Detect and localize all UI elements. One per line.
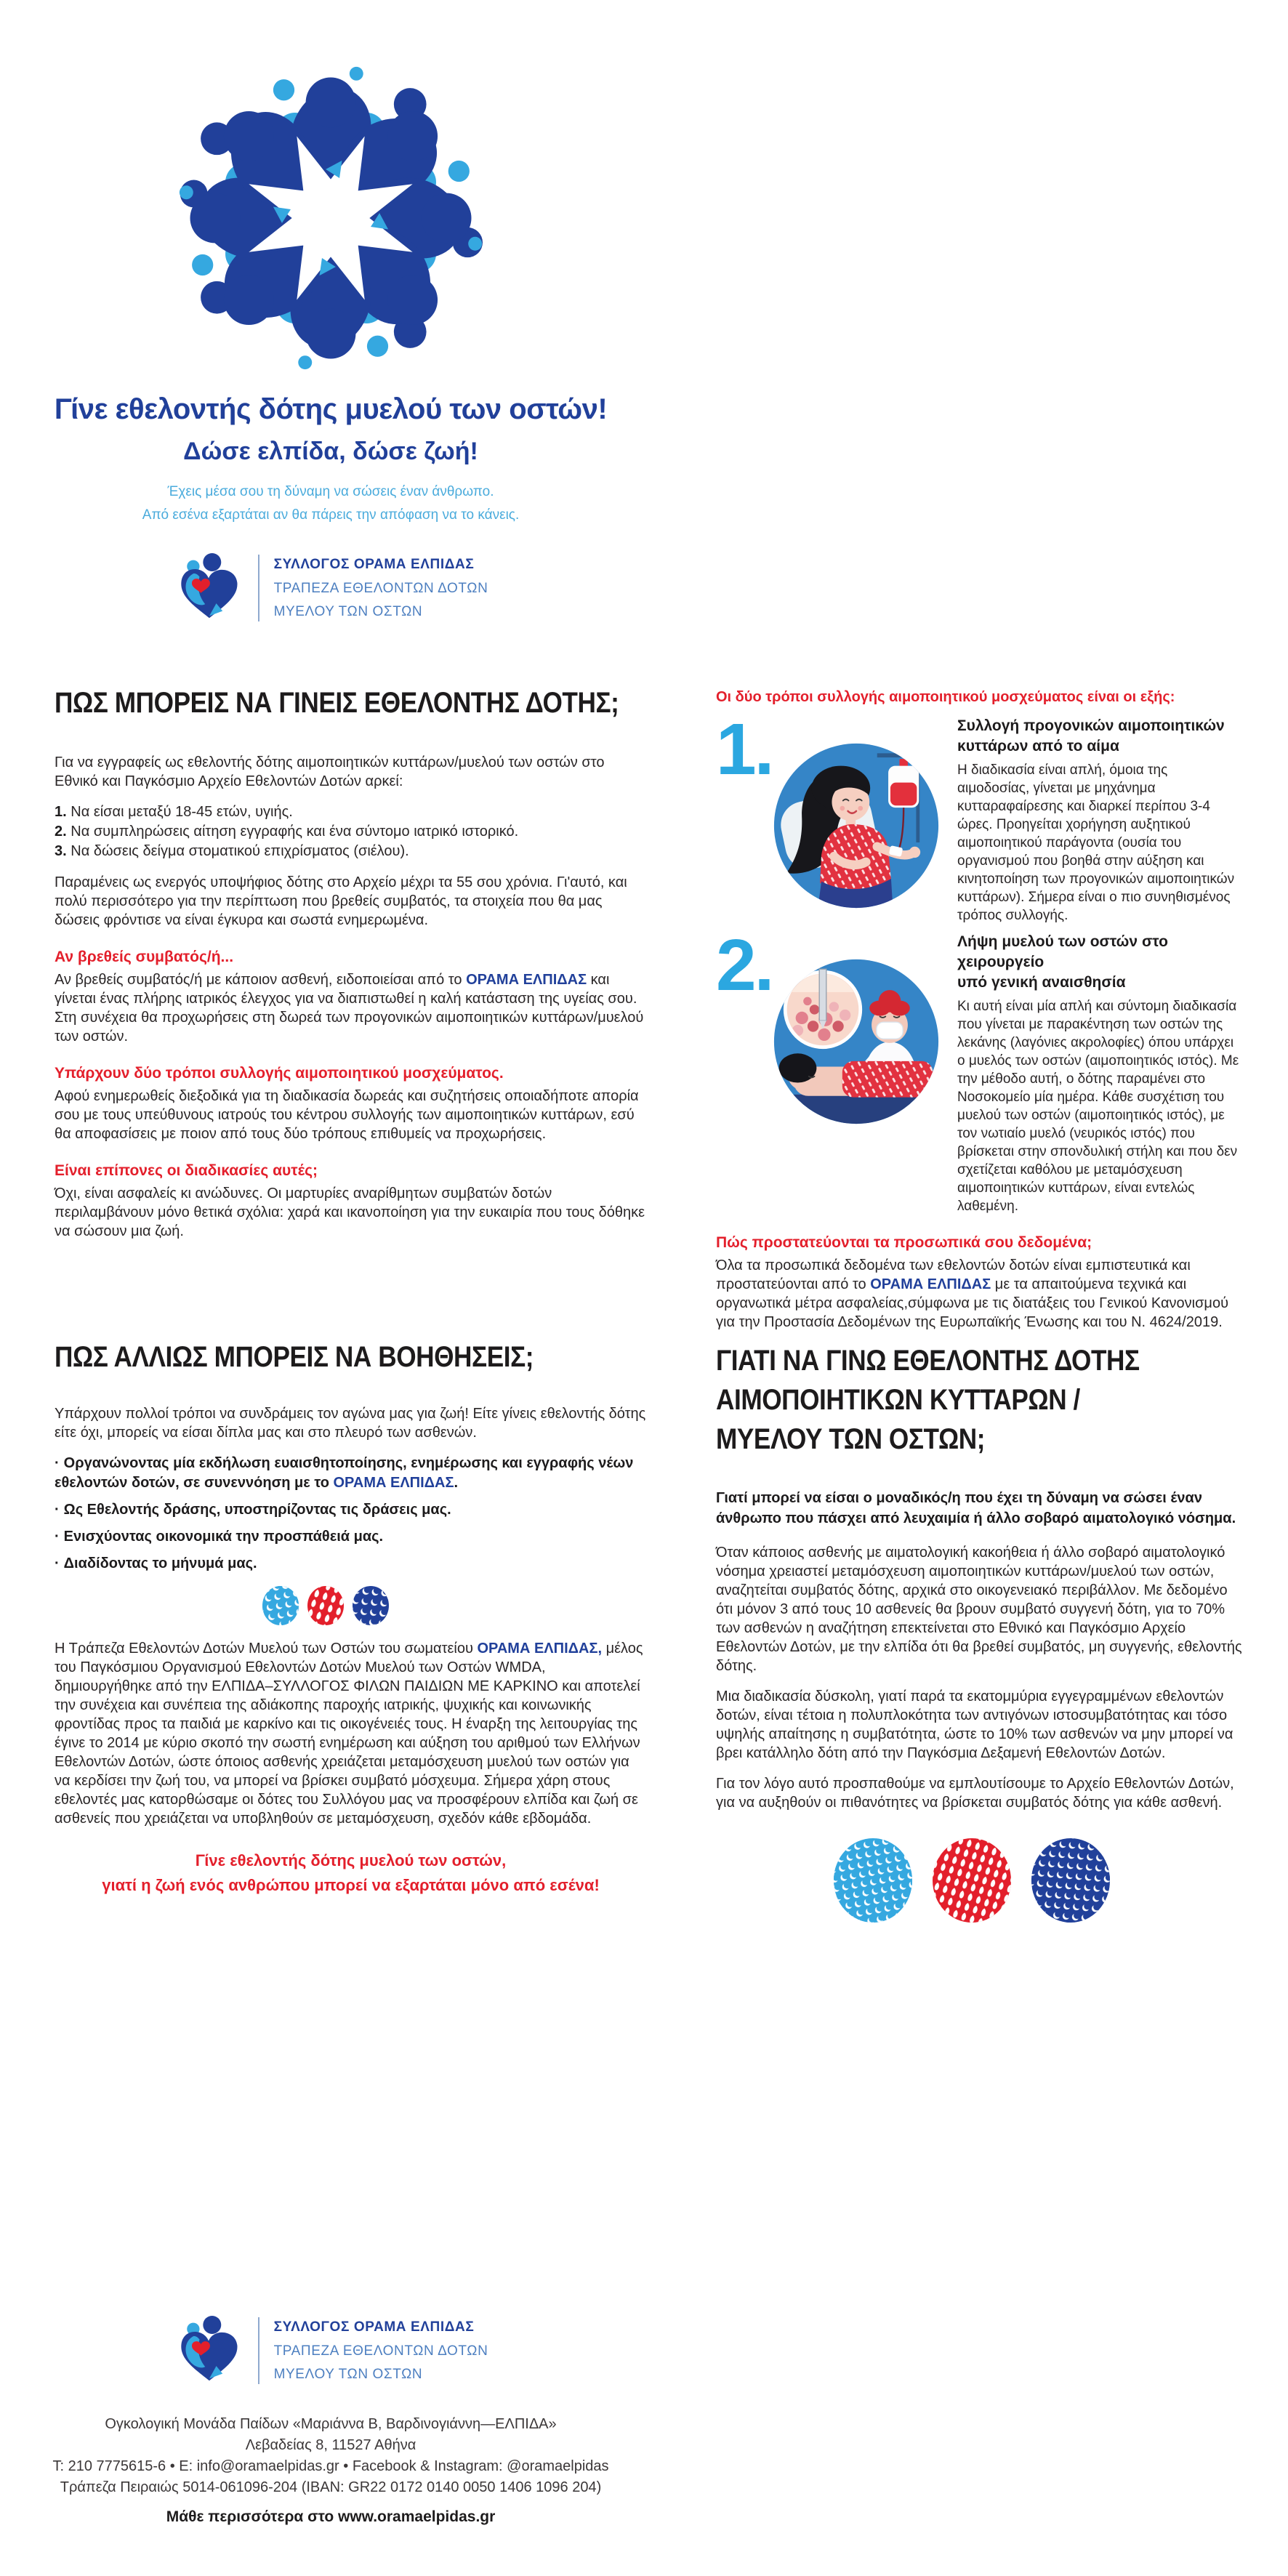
section-why-heading: ΓΙΑΤΙ ΝΑ ΓΙΝΩ ΕΘΕΛΟΝΤΗΣ ΔΟΤΗΣ ΑΙΜΟΠΟΙΗΤΙΚΩΝ ΚΥΤΤΑΡΩΝ / ΜΥΕΛΟΥ ΤΩΝ ΟΣΤΩΝ;	[716, 1345, 1140, 1455]
section-become-donor	[55, 687, 647, 1252]
why-paragraph-1: Όταν κάποιος ασθενής με αιματολογική κακοήθεια ή άλλο σοβαρό αιματολογικό νόσημα χρειαστεί μεταμόσχευση αιμοποιητικών κυττάρων/μυελού των οστών, αναζητείται συμβατός δότης, αρχικά στο οικογενειακό περιβάλλον. Με δεδομένο ότι μόνον 3 από τους 10 ασθενείς θα βρουν συμβατό συγγενή δότη, για το 70% των ασθενών η αναζήτηση επεκτείνεται στο Εθνικό και Παγκόσμιο Αρχείο Εθελοντών Δοτών, με την ελπίδα ότι θα βρεθεί συμβατός, μη συγγενής, εθελοντής δότης.	[716, 1545, 1242, 1674]
decorative-circles-large	[832, 1837, 1243, 1924]
section-why-become-donor	[716, 1341, 1243, 1924]
step-2: 2. Να συμπληρώσεις αίτηση εγγραφής και ένα σύντομο ιατρικό ιστορικό.	[55, 824, 519, 840]
header	[0, 0, 661, 628]
help-about-paragraph: Η Τράπεζα Εθελοντών Δοτών Μυελού των Οστών του σωματείου ΟΡΑΜΑ ΕΛΠΙΔΑΣ, μέλος του Παγκόσμιου Οργανισμού Εθελοντών Δοτών Μυελού των Οστών WMDA, δημιουργήθηκε από την ΕΛΠΙΔΑ–ΣΥΛΛΟΓΟΣ ΦΙΛΩΝ ΠΑΙΔΙΩΝ ΜΕ ΚΑΡΚΙΝΟ και αποτελεί την συνέχεια και συνέπεια της αδιάκοπης παροχής ιατρικής, ψυχικής και κοινωνικής φροντίδας προς τα παιδιά με καρκίνο και τις οικογένειές τους. Η έναρξη της λειτουργίας της έγινε το 2014 με κύριο σκοπό την σωστή ενημέρωση και αύξηση του αριθμού των Ελλήνων Εθελοντών Δοτών, ώστε όποιος ασθενής χρειάζεται μεταμόσχευση μυελού των οστών για να κερδίσει την ζωή του, να μπορεί να βρίσκει συμβατό μόσχευμα. Σήμερα χάρη στους εθελοντές μας κατορθώσαμε οι δότες του Συλλόγου μας να προσφέρουν ελπίδα και ζωή σε ασθενείς που χρειάζεται να υποβληθούν σε μεταμόσχευση, σχεδόν κάθε εβδομάδα.	[55, 1641, 643, 1827]
why-lead: Γιατί μπορεί να είσαι ο μοναδικός/η που έχει τη δύναμη να σώσει έναν άνθρωπο που πάσχει από λευχαιμία ή άλλο σοβαρό αιματολογικό νόσημα.	[716, 1490, 1236, 1526]
footer-learn-more: Μάθε περισσότερα στο www.oramaelpidas.gr	[166, 2508, 496, 2525]
method-2-body: Κι αυτή είναι μία απλή και σύντομη διαδικασία που γίνεται με παρακέντηση των οστών της λεκάνης (λαγόνιες ακρολοφίες) όπου υπάρχει ο μυελός των οστών (αιμοποιητικός ιστός). Με την μέθοδο αυτή, ο δότης παραμένει στο Νοσοκομείο μία ημέρα. Κάθε συσχέτιση του μυελού των οστών (αιμοποιητικός ιστός), με τον νωτιαίο μυελό (νευρικός ιστός) που βρίσκεται στην σπονδυλική στήλη και που δεν σχετίζεται καθόλου με μεταμόσχευση αιμοποιητικών κυττάρων, είναι εντελώς λαθεμένη.	[957, 999, 1239, 1214]
subhead-privacy: Πώς προστατεύονται τα προσωπικά σου δεδομένα;	[716, 1234, 1092, 1251]
footer-contact-line: T: 210 7775615-6 • E: info@oramaelpidas.gr • Facebook & Instagram: @oramaelpidas	[52, 2458, 609, 2474]
org-subline-2: ΜΥΕΛΟΥ ΤΩΝ ΟΣΤΩΝ	[273, 2366, 423, 2382]
social-handle[interactable]: @oramaelpidas	[507, 2458, 609, 2474]
subhead-painful: Είναι επίπονες οι διαδικασίες αυτές;	[55, 1162, 318, 1179]
help-bullets	[55, 1454, 647, 1574]
step-3: 3. Να δώσεις δείγμα στοματικού επιχρίσματος (σιέλου).	[55, 843, 409, 859]
pattern-circle-lightblue-icon	[262, 1585, 299, 1626]
method-item-2	[716, 925, 1243, 1215]
methods-heading: Οι δύο τρόποι συλλογής αιμοποιητικού μοσχεύματος είναι οι εξής:	[716, 689, 1175, 705]
org-subline-1: ΤΡΑΠΕΖΑ ΕΘΕΛΟΝΤΩΝ ΔΟΤΩΝ	[273, 580, 488, 596]
footer-contact-block	[0, 2414, 661, 2498]
apheresis-illustration-icon	[773, 742, 940, 909]
footer-org-name-block	[274, 2319, 488, 2383]
pattern-circle-lightblue-icon	[832, 1837, 914, 1924]
subhead-if-match: Αν βρεθείς συμβατός/ή...	[55, 949, 234, 965]
call-to-action	[55, 1848, 647, 1898]
brand-inline: ΟΡΑΜΑ ΕΛΠΙΔΑΣ	[466, 972, 587, 988]
cta-line1: Γίνε εθελοντής δότης μυελού των οστών,	[195, 1851, 507, 1869]
brand-inline: ΟΡΑΜΑ ΕΛΠΙΔΑΣ,	[477, 1641, 603, 1657]
apheresis-illustration	[773, 742, 940, 925]
method-1-number: 1.	[716, 709, 773, 790]
become-intro: Για να εγγραφείς ως εθελοντής δότης αιμοποιητικών κυττάρων/μυελού των οστών στο Εθνικό και Παγκόσμιο Αρχείο Εθελοντών Δοτών αρκεί:	[55, 754, 605, 789]
method-1-body: Η διαδικασία είναι απλή, όμοια της αιμοδοσίας, γίνεται με μηχάνημα κυτταραφαίρεσης και διαρκεί περίπου 3-4 ώρες. Προηγείται χορήγηση αυξητικού αιμοποιητικού παράγοντα (ουσία του οργανισμού που βοηθά στην αύξηση και κινητοποίηση των προγονικών αιμοποιητικών κυττάρων). Σήμερα είναι ο πιο συνηθισμένος τρόπος συλλογής.	[957, 762, 1235, 923]
method-1-text	[940, 716, 1243, 925]
section-help-heading: ΠΩΣ ΑΛΛΙΩΣ ΜΠΟΡΕΙΣ ΝΑ ΒΟΗΘΗΣΕΙΣ;	[55, 1341, 534, 1373]
bullet-organize-event: · Οργανώνοντας μία εκδήλωση ευαισθητοποίησης, ενημέρωσης και εγγραφής νέων εθελοντών δοτών, σε συνεννόηση με το ΟΡΑΜΑ ΕΛΠΙΔΑΣ.	[55, 1455, 634, 1491]
community-circle-logo-icon	[174, 62, 487, 374]
org-badge-divider	[258, 2317, 259, 2384]
marrow-harvest-illustration-icon	[773, 958, 940, 1125]
bullet-spread-message: · Διαδίδοντας το μήνυμά μας.	[55, 1555, 257, 1571]
footer-bank-line: Τράπεζα Πειραιώς 5014-061096-204 (IBAN: GR22 0172 0140 0050 1406 1096 204)	[60, 2479, 602, 2495]
method-1-title: Συλλογή προγονικών αιμοποιητικών κυττάρων από το αίμα	[957, 717, 1225, 754]
help-intro: Υπάρχουν πολλοί τρόποι να συνδράμεις τον αγώνα μας για ζωή! Είτε γίνεις εθελοντής δότης είτε όχι, μπορείς να είσαι δίπλα μας και στο πλευρό των ασθενών.	[55, 1406, 646, 1441]
why-paragraph-3: Για τον λόγο αυτό προσπαθούμε να εμπλουτίσουμε το Αρχείο Εθελοντών Δοτών, για να αυξηθούν οι πιθανότητες να βρίσκεται συμβατός δότης για κάθε ασθενή.	[716, 1776, 1234, 1811]
section-other-ways-to-help	[55, 1341, 647, 1898]
org-name: ΣΥΛΛΟΓΟΣ ΟΡΑΜΑ ΕΛΠΙΔΑΣ	[273, 2319, 475, 2335]
method-item-1	[716, 709, 1243, 925]
page-title: Γίνε εθελοντής δότης μυελού των οστών!	[54, 393, 608, 425]
why-paragraph-2: Μια διαδικασία δύσκολη, γιατί παρά τα εκατομμύρια εγγεγραμμένων εθελοντών δοτών, είναι τέτοια η πολυπλοκότητα των αντιγόνων ιστοσυμβατότητας και τόσο υψηλής απαίτησης η συμβατότητα, ώστε το 10% των ασθενών να μην μπορεί να βρει κατάλληλο δότη από την Παγκόσμια Δεξαμενή Εθελοντών Δοτών.	[716, 1689, 1233, 1761]
marrow-harvest-illustration	[773, 958, 940, 1215]
taglines	[0, 480, 661, 527]
org-name: ΣΥΛΛΟΓΟΣ ΟΡΑΜΑ ΕΛΠΙΔΑΣ	[273, 556, 475, 572]
method-2-text	[940, 932, 1243, 1215]
pattern-circle-darkblue-icon	[1030, 1837, 1111, 1924]
step-1: 1. Να είσαι μεταξύ 18-45 ετών, υγιής.	[55, 804, 293, 820]
org-subline-2: ΜΥΕΛΟΥ ΤΩΝ ΟΣΤΩΝ	[273, 603, 423, 619]
section-collection-methods	[716, 689, 1243, 1343]
para-if-match: Αν βρεθείς συμβατός/ή με κάποιον ασθενή, ειδοποιείσαι από το ΟΡΑΜΑ ΕΛΠΙΔΑΣ και γίνεται ένας πλήρης ιατρικός έλεγχος για να διαπιστωθεί η καλή κατάσταση της υγείας σου. Στη συνέχεια θα προχωρήσεις στη δωρεά των προγονικών αιμοποιητικών κυττάρων/μυελού των οστών.	[55, 972, 644, 1045]
heart-family-logo-icon	[174, 552, 243, 624]
become-steps	[55, 802, 647, 861]
section-become-heading: ΠΩΣ ΜΠΟΡΕΙΣ ΝΑ ΓΙΝΕΙΣ ΕΘΕΛΟΝΤΗΣ ΔΟΤΗΣ;	[55, 687, 619, 719]
method-2-number: 2.	[716, 925, 773, 1006]
subhead-two-ways: Υπάρχουν δύο τρόποι συλλογής αιμοποιητικού μοσχεύματος.	[55, 1065, 504, 1082]
tagline-line1: Έχεις μέσα σου τη δύναμη να σώσεις έναν άνθρωπο.	[167, 484, 494, 499]
org-name-block	[274, 557, 488, 620]
pattern-circle-red-icon	[307, 1585, 345, 1626]
website-link[interactable]: www.oramaelpidas.gr	[338, 2508, 496, 2525]
footer	[0, 2290, 661, 2526]
method-2-title: Λήψη μυελού των οστών στο χειρουργείο υπό γενική αναισθησία	[957, 933, 1168, 991]
org-subline-1: ΤΡΑΠΕΖΑ ΕΘΕΛΟΝΤΩΝ ΔΟΤΩΝ	[273, 2343, 488, 2359]
heart-family-logo-icon	[174, 2314, 243, 2387]
email-link[interactable]: info@oramaelpidas.gr	[196, 2458, 339, 2474]
org-badge	[174, 552, 488, 624]
footer-org-badge	[174, 2314, 488, 2387]
para-privacy: Όλα τα προσωπικά δεδομένα των εθελοντών δοτών είναι εμπιστευτικά και προστατεύονται από το ΟΡΑΜΑ ΕΛΠΙΔΑΣ με τα απαιτούμενα τεχνικά και οργανωτικά μέτρα ασφαλείας,σύμφωνα με τις διατάξεις του Γενικού Κανονισμού για την Προστασία Δεδομένων της Ευρωπαϊκής Ένωσης και του Ν. 4624/2019.	[716, 1257, 1229, 1330]
brand-inline: ΟΡΑΜΑ ΕΛΠΙΔΑΣ	[870, 1276, 991, 1292]
footer-address-line: Λεβαδείας 8, 11527 Αθήνα	[245, 2437, 416, 2453]
become-note: Παραμένεις ως ενεργός υποψήφιος δότης στο Αρχείο μέχρι τα 55 σου χρόνια. Γι'αυτό, και πολύ περισσότερο για την περίπτωση που βρεθείς συμβατός, τα στοιχεία που θα μας δώσεις φρόντισε να είναι έγκυρα και σωστά ενημερωμένα.	[55, 874, 627, 928]
footer-unit-line: Ογκολογική Μονάδα Παίδων «Μαριάννα Β, Βαρδινογιάννη—ΕΛΠΙΔΑ»	[105, 2416, 557, 2432]
bullet-financial-support: · Ενισχύοντας οικονομικά την προσπάθειά μας.	[55, 1529, 384, 1545]
page-subtitle: Δώσε ελπίδα, δώσε ζωή!	[183, 438, 478, 465]
para-painful: Όχι, είναι ασφαλείς κι ανώδυνες. Οι μαρτυρίες αναρίθμητων συμβατών δοτών περιλαμβάνουν μόνο θετικά σχόλια: χαρά και ικανοποίηση για την ευκαιρία που τους δόθηκε να σώσουν μια ζωή.	[55, 1186, 645, 1239]
pattern-circle-red-icon	[931, 1837, 1013, 1924]
bullet-action-volunteer: · Ως Εθελοντής δράσης, υποστηρίζοντας τις δράσεις μας.	[55, 1502, 451, 1518]
decorative-circles-small	[262, 1585, 647, 1626]
org-badge-divider	[258, 555, 259, 621]
para-two-ways: Αφού ενημερωθείς διεξοδικά για τη διαδικασία δωρεάς και συζητήσεις οποιαδήποτε απορία σου με τους υπεύθυνους ιατρούς του κέντρου συλλογής των αιμοποιητικών κυττάρων, εσύ θα αποφασίσεις με ποιον από τους δύο τρόπους επιθυμείς να προχωρήσεις.	[55, 1088, 639, 1142]
pattern-circle-darkblue-icon	[352, 1585, 390, 1626]
tagline-line2: Από εσένα εξαρτάται αν θα πάρεις την απόφαση να το κάνεις.	[142, 507, 520, 523]
cta-line2: γιατί η ζωή ενός ανθρώπου μπορεί να εξαρτάται μόνο από εσένα!	[102, 1876, 600, 1894]
